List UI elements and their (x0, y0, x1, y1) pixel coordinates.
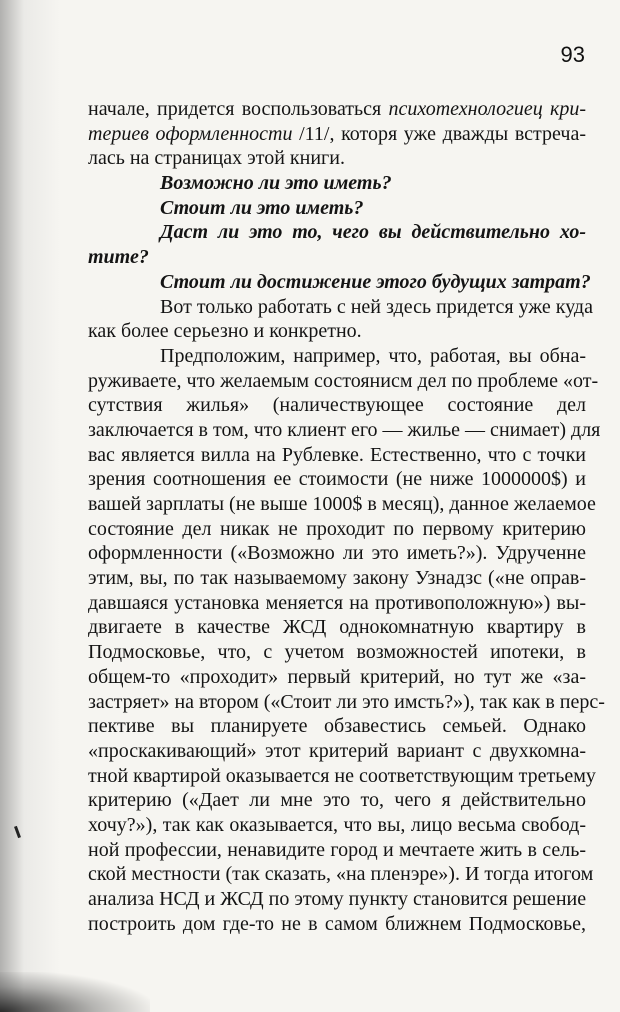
text-run: двигаете в качестве ЖСД однокомнатную квартиру в (88, 616, 586, 639)
text-line (88, 492, 596, 517)
text-run: вас является вилла на Рублевке. Естественно, что с точки (88, 443, 586, 466)
text-run: оформленности («Возможно ли это иметь?»). Удрученне (88, 542, 586, 565)
text-line (88, 690, 605, 715)
text-line (88, 319, 586, 344)
text-line (88, 566, 586, 591)
text-run: анализа НСД и ЖСД по этому пункту становится решение (88, 888, 587, 910)
text-run: ной профессии, ненавидите город и мечтаете жить в сель- (88, 838, 586, 861)
text-run: состояние дел никак не проходит по первому критерию (88, 517, 586, 540)
emphasis-run: психотехнологиец кри- (388, 98, 586, 120)
text-run: построить дом где-то не в самом ближнем Подмосковье, (88, 912, 586, 935)
text-line (88, 862, 594, 887)
text-run: застряет» на втором («Стоит ли это имсть?»), так как в перс- (88, 690, 605, 713)
text-line (88, 813, 586, 838)
text-line (88, 665, 586, 690)
text-line (88, 591, 586, 616)
text-run: как более серьезно и конкретно. (88, 320, 362, 343)
text-run: вашей зарплаты (не выше 1000$ в месяц), данное желаемое (88, 493, 596, 515)
text-line (88, 393, 586, 418)
text-run: пективе вы планируете обзавестись семьей. Однако (88, 715, 586, 738)
text-line (88, 838, 586, 863)
text-line (88, 517, 586, 542)
text-run: заключается в том, что клиент его — жилье — снимает) для (88, 418, 601, 441)
text-line (88, 739, 586, 764)
text-run: сутствия жилья» (наличествующее состояние дел (88, 394, 586, 417)
text-line (88, 615, 586, 640)
text-line (88, 912, 586, 937)
text-run: этим, вы, по так называемому закону Узнадзс («не оправ- (88, 567, 586, 590)
text-run: хочу?»), так как оказывается, что вы, лицо весьма свобод- (88, 813, 586, 836)
text-run: зрения соотношения ее стоимости (не ниже 1000000$) и (88, 468, 586, 491)
emphasis-run: Стоит ли это иметь? (160, 196, 364, 219)
text-run: «проскакивающий» этот критерий вариант с двухкомна- (88, 739, 586, 762)
text-line (88, 146, 586, 171)
text-run: Вот только работать с ней здесь придется уже куда (160, 295, 593, 318)
text-line (88, 245, 586, 270)
text-line (88, 418, 601, 443)
body-text (88, 97, 605, 936)
text-line (88, 369, 599, 394)
text-run: Предположим, например, что, работая, вы обна- (160, 344, 586, 367)
text-run: /11/, которя уже дважды встреча- (292, 122, 587, 145)
text-line (88, 220, 586, 245)
text-run: ской местности (так сказать, «на пленэре»). И тогда итогом (88, 863, 594, 886)
emphasis-run: Даст ли это то, чего вы действительно хо- (160, 221, 586, 244)
text-line (88, 171, 586, 196)
text-line (88, 344, 586, 369)
text-line (88, 640, 586, 665)
emphasis-run: териев оформленности (88, 122, 293, 145)
text-run: руживаете, что желаемым состоянисм дел по проблеме «от- (88, 369, 599, 392)
text-run: Подмосковье, что, с учетом возможностей ипотеки, в (88, 641, 586, 664)
text-run: общем-то «проходит» первый критерий, но тут же «за- (88, 665, 586, 688)
text-line (88, 443, 586, 468)
text-line (88, 467, 586, 492)
emphasis-run: Стоит ли достижение этого будущих затрат? (160, 270, 591, 293)
text-line (88, 97, 586, 122)
emphasis-run: Возможно ли это иметь? (160, 172, 392, 195)
scan-corner-shadow (0, 972, 150, 1012)
text-run: начале, придется воспользоваться (88, 98, 389, 120)
text-line (88, 541, 586, 566)
text-line (88, 270, 591, 295)
text-line (88, 764, 596, 789)
text-run: тной квартирой оказывается не соответствующим третьему (88, 764, 596, 787)
text-run: лась на страницах этой книги. (88, 147, 345, 170)
page-number: 93 (560, 42, 585, 67)
text-line (88, 788, 586, 813)
text-line (88, 714, 586, 739)
text-line (88, 887, 586, 912)
text-line (88, 295, 593, 320)
text-run: критерию («Дает ли мне это то, чего я действительно (88, 789, 586, 812)
text-line (88, 122, 586, 147)
scan-edge-shadow (0, 0, 60, 1012)
text-run: давшаяся установка меняется на противоположную») вы- (88, 591, 586, 614)
emphasis-run: тите? (88, 246, 149, 269)
text-line (88, 196, 586, 221)
